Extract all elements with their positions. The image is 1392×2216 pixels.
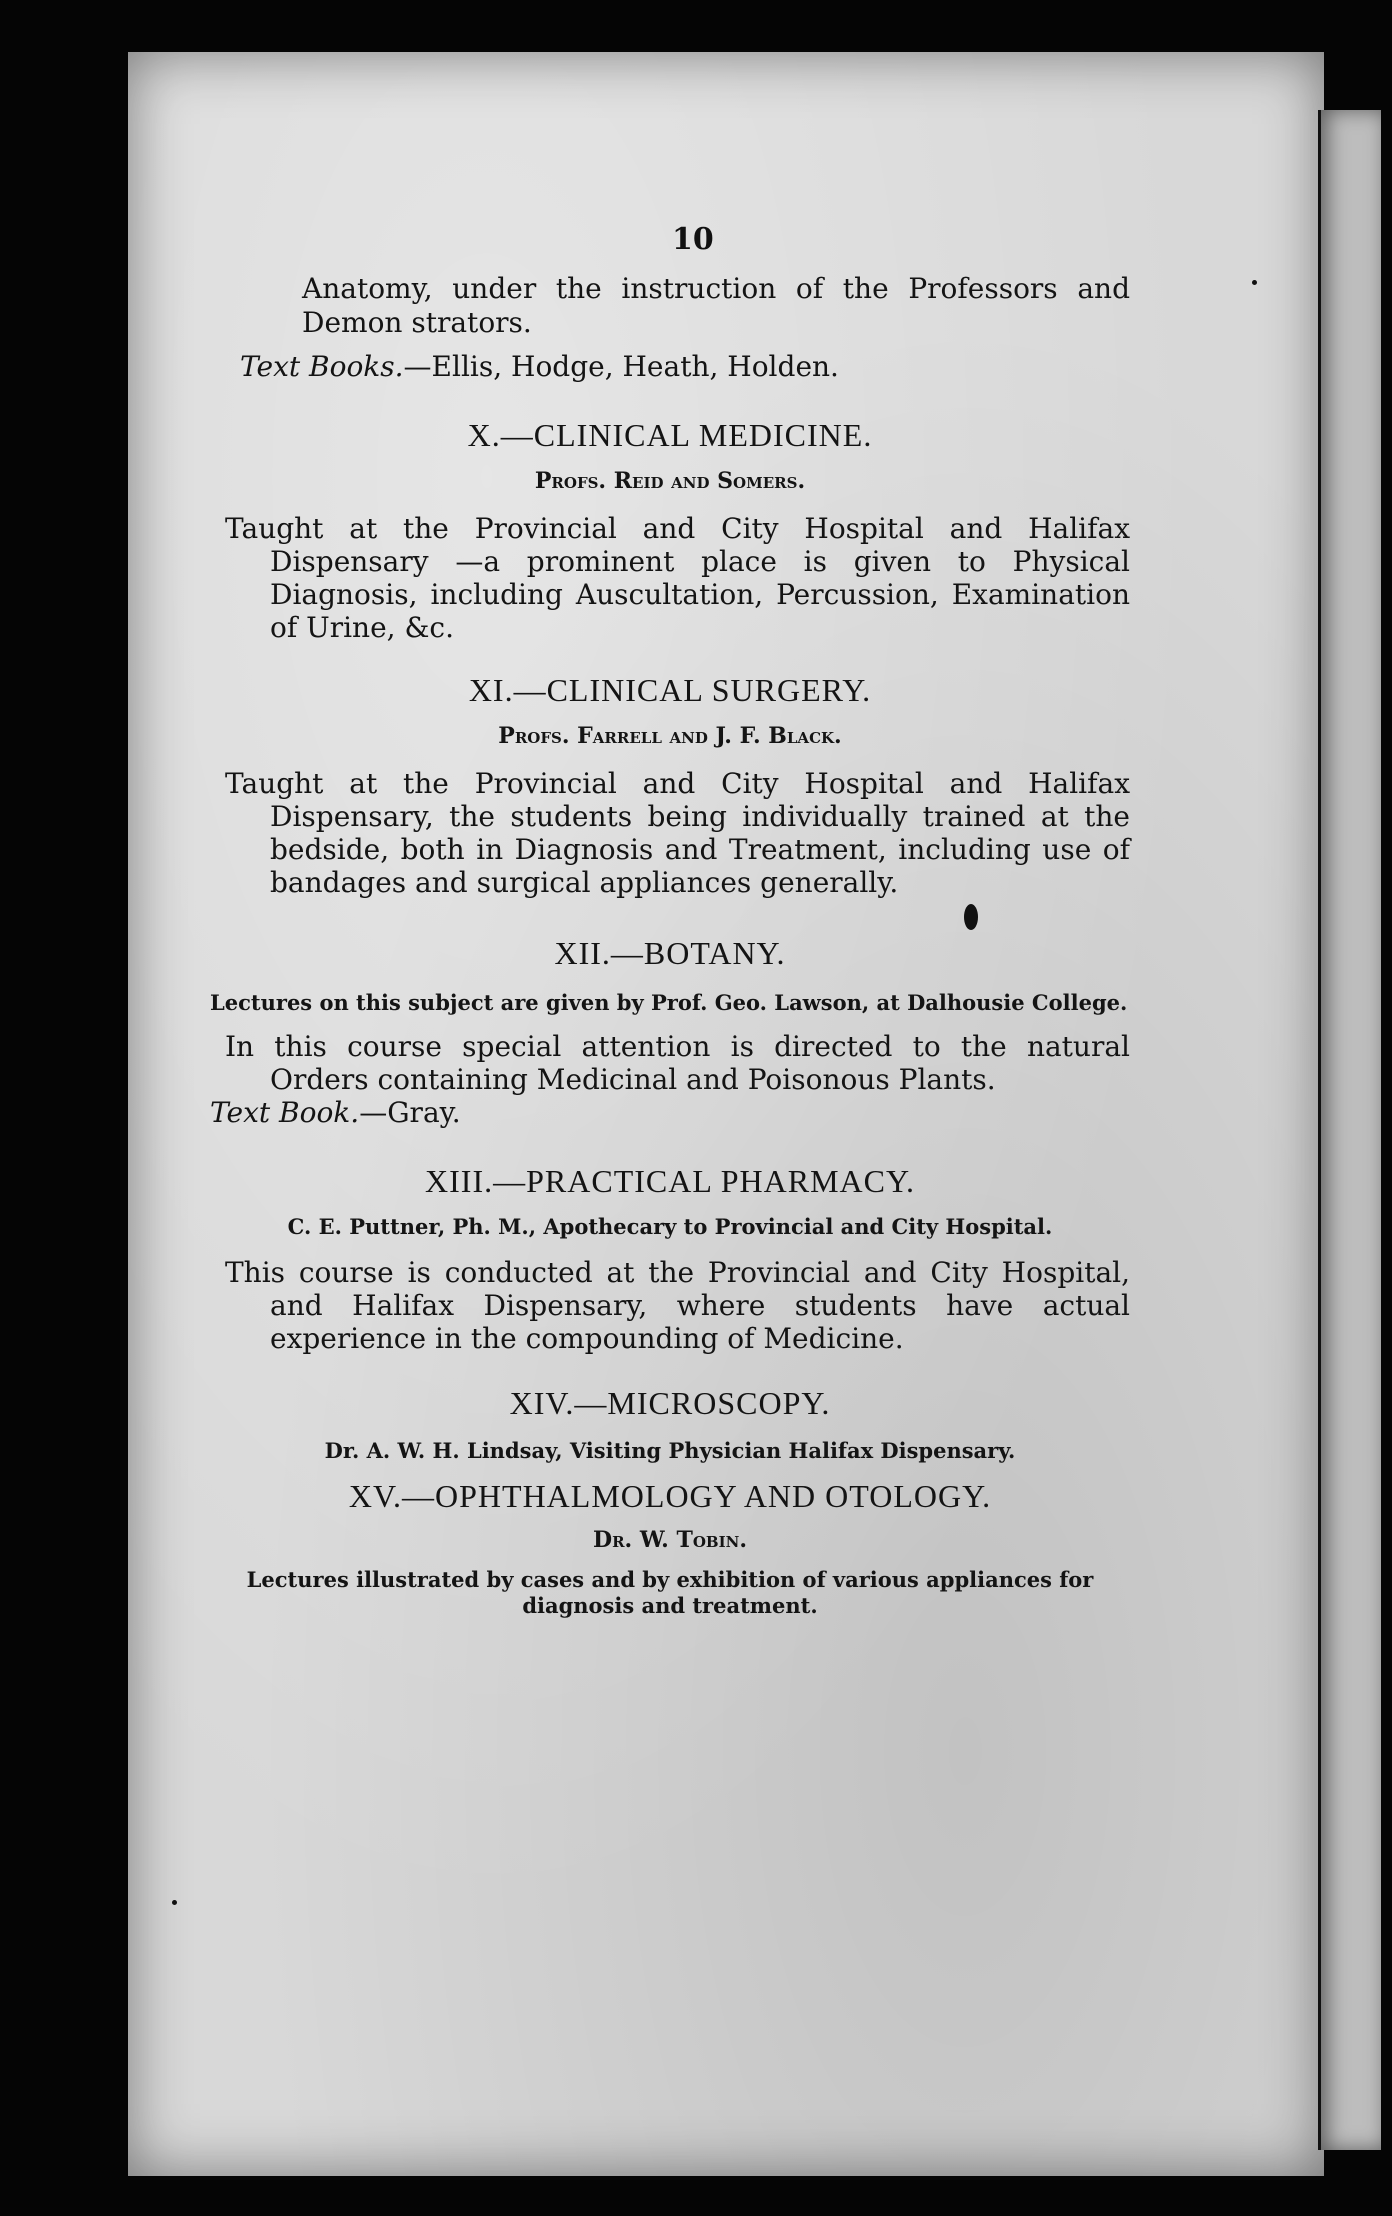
section-body: Taught at the Provincial and City Hospital and Halifax Dispensary —a prominent place is given to Physical Diagnosis, including Auscultation, Percussion, Examination of Urine, &c.	[225, 512, 1130, 644]
section-staff: Profs. Reid and Somers.	[534, 468, 806, 494]
ink-speck	[172, 1900, 177, 1905]
section-staff: C. E. Puttner, Ph. M., Apothecary to Provincial and City Hospital.	[287, 1214, 1053, 1239]
textbooks-label: Text Books.	[240, 350, 404, 383]
section-staff: Dr. W. Tobin.	[593, 1527, 747, 1553]
section-heading: X.—CLINICAL MEDICINE.	[467, 417, 873, 453]
textbook-value: —Gray.	[359, 1096, 461, 1129]
ink-blot	[964, 904, 978, 930]
section-staff: Profs. Farrell and J. F. Black.	[498, 723, 842, 749]
textbook-label: Text Book.	[210, 1096, 360, 1129]
adjacent-page-edge	[1318, 110, 1381, 2150]
intro-paragraph: Anatomy, under the instruction of the Professors and Demon strators.	[302, 272, 1130, 339]
ink-speck	[1252, 280, 1257, 285]
section-staff: Lectures on this subject are given by Prof. Geo. Lawson, at Dalhousie College.	[210, 990, 1128, 1015]
section-heading: XI.—CLINICAL SURGERY.	[468, 672, 872, 708]
intro-textbooks	[210, 350, 1130, 383]
page-content	[210, 220, 1130, 1619]
section-heading: XV.—OPHTHALMOLOGY AND OTOLOGY.	[348, 1478, 992, 1514]
section-heading: XII.—BOTANY.	[554, 935, 786, 971]
textbooks-value: —Ellis, Hodge, Heath, Holden.	[403, 350, 839, 383]
page-number: 10	[672, 222, 714, 257]
section-body: In this course special attention is directed to the natural Orders containing Medicinal and Poisonous Plants.	[225, 1030, 1130, 1096]
section-body: This course is conducted at the Provincial and City Hospital, and Halifax Dispensary, where students have actual experience in the compounding of Medicine.	[225, 1256, 1130, 1355]
section-textbook	[210, 1096, 1130, 1129]
section-heading: XIII.—PRACTICAL PHARMACY.	[425, 1163, 915, 1199]
section-heading: XIV.—MICROSCOPY.	[509, 1385, 831, 1421]
section-body: Taught at the Provincial and City Hospital and Halifax Dispensary, the students being individually trained at the bedside, both in Diagnosis and Treatment, including use of bandages and surgical appliances generally.	[225, 767, 1130, 899]
section-body: Lectures illustrated by cases and by exhibition of various appliances for diagnosis and treatment.	[246, 1567, 1094, 1618]
section-staff: Dr. A. W. H. Lindsay, Visiting Physician Halifax Dispensary.	[324, 1438, 1016, 1463]
